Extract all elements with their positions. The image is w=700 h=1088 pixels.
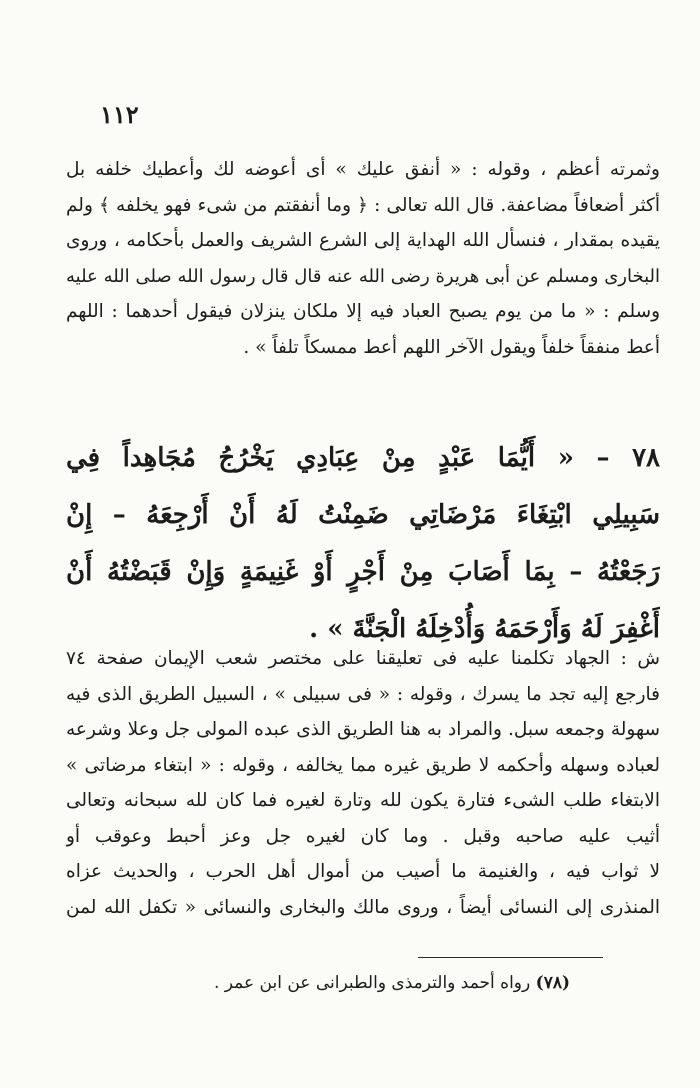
text-line: يقيده بمقدار ، فنسأل الله الهداية إلى الشرع الشريف والعمل بأحكامه ، وروى [66,230,660,251]
hadith-line: ٧٨ – « أَيُّمَا عَبْدٍ مِنْ عِبَادِي يَخْرُجُ مُجَاهِداً فِي [66,443,660,473]
commentary-paragraph-2 [66,641,660,925]
hadith-line: أَغْفِرَ لَهُ وَأَرْحَمَهُ وَأُدْخِلَهُ الْجَنَّةَ » . [309,614,660,644]
footnote-divider [418,957,603,958]
text-line: البخارى ومسلم عن أبى هريرة رضى الله عنه قال قال رسول الله صلى الله عليه [66,265,660,287]
text-line: ش : الجهاد تكلمنا عليه فى تعليقنا على مختصر شعب الإيمان صفحة ٧٤ [66,648,660,669]
text-line: فارجع إليه تجد ما يسرك ، وقوله : « فى سبيلى » ، السبيل الطريق الذى فيه [66,683,660,705]
text-line: سهولة وجمعه سبل. والمراد به هنا الطريق الذى عبده المولى جل وعلا وشرعه [66,719,660,740]
hadith-line: سَبِيلِي ابْتِغَاءَ مَرْضَاتِي ضَمِنْتُ لَهُ أَنْ أَرْجِعَهُ – إِنْ [66,500,660,530]
page-number: ١١٢ [100,100,139,129]
text-line: أثيب عليه صاحبه وقبل . وما كان لغيره جل وعز أحبط وعوقب أو [66,825,660,847]
footnote-text: رواه أحمد والترمذى والطبرانى عن ابن عمر . [213,973,531,993]
text-line: المنذرى إلى النسائى أيضاً ، وروى مالك والبخارى والنسائى « تكفل الله لمن [66,896,660,918]
text-line: أكثر أضعافاً مضاعفة. قال الله تعالى : ﴿ وما أنفقتم من شىء فهو يخلفه ﴾ ولم [66,194,660,216]
footnote [200,968,570,998]
hadith-line: رَجَعْتُهُ – بِمَا أَصَابَ مِنْ أَجْرٍ أَوْ غَنِيمَةٍ وَإِنْ قَبَضْتُهُ أَنْ [66,557,660,587]
text-line: لعباده وسهله وأحكمه لا طريق غيره مما يخالفه ، وقوله : « ابتغاء مرضاتى » [66,754,660,776]
footnote-number: (٧٨) [535,973,570,993]
text-line: وسلم : « ما من يوم يصبح العباد فيه إلا ملكان ينزلان فيقول أحدهما : اللهم [66,301,660,322]
text-line: الابتغاء طلب الشىء فتارة يكون لله وتارة لغيره فما كان لله سبحانه وتعالى [66,790,660,811]
hadith-text [66,430,660,658]
text-line: أعط منفقاً خلفاً ويقول الآخر اللهم أعط ممسكاً تلفاً » . [243,336,660,358]
commentary-paragraph-1 [66,152,660,365]
text-line: لا ثواب فيه ، والغنيمة ما أصيب من أموال أهل الحرب ، والحديث عزاه [66,861,660,882]
text-line: وثمرته أعظم ، وقوله : « أنفق عليك » أى أعوضه لك وأعطيك خلفه بل [66,159,660,180]
